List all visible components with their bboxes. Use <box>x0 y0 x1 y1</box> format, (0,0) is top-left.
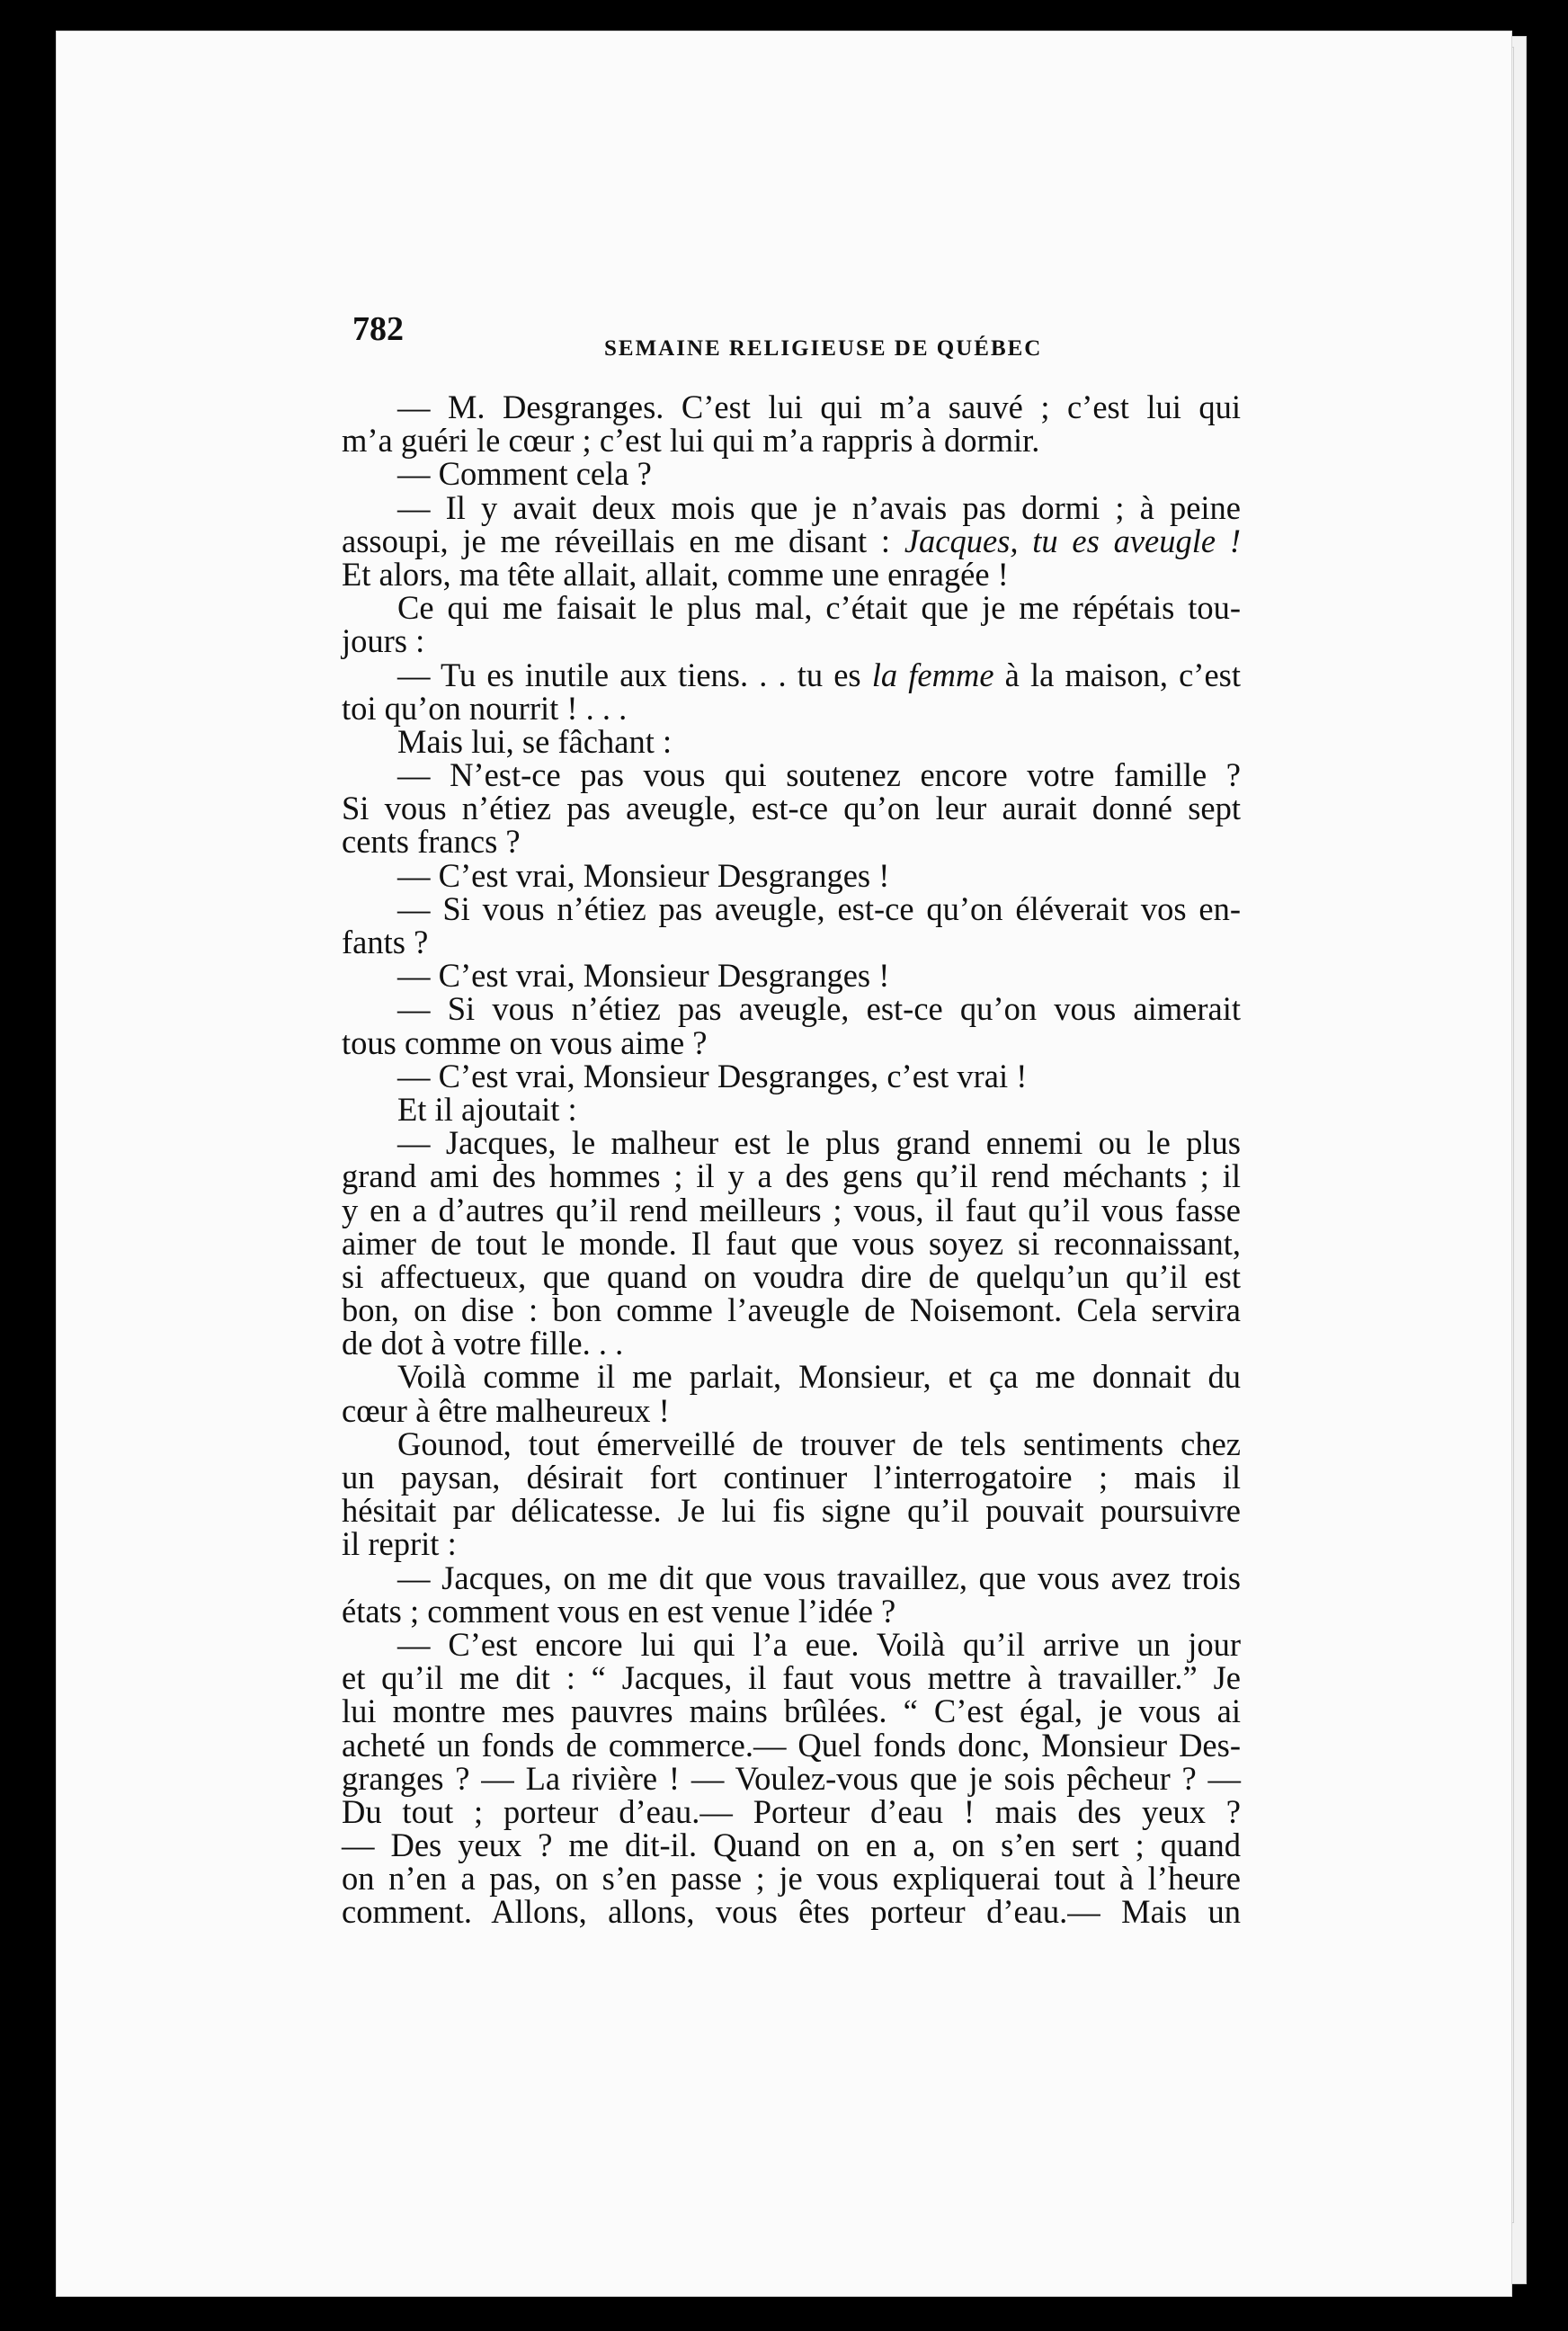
page-header <box>352 309 1189 363</box>
text-line: cents francs ? <box>342 823 521 861</box>
body-text <box>342 390 1241 1929</box>
text-line: — Il y avait deux mois que je n’avais pas dormi ; à peine <box>397 488 1241 526</box>
text-line: — Si vous n’étiez pas aveugle, est-ce qu’on éléverait vos en- <box>397 889 1241 927</box>
text-line: aimer de tout le monde. Il faut que vous soyez si reconnaissant, <box>342 1224 1241 1262</box>
text-line: on n’en a pas, on s’en passe ; je vous expliquerai tout à l’heure <box>342 1860 1241 1898</box>
text-line: — M. Desgranges. C’est lui qui m’a sauvé ; c’est lui qui <box>397 388 1241 425</box>
document-page <box>56 31 1512 2297</box>
text-line: — Jacques, on me dit que vous travaillez, que vous avez trois <box>397 1558 1241 1596</box>
text-line: assoupi, je me réveillais en me disant : Jacques, tu es aveugle ! <box>342 522 1242 559</box>
text-line: bon, on dise : bon comme l’aveugle de Noisemont. Cela servira <box>342 1291 1241 1329</box>
text-line: de dot à votre fille. . . <box>342 1325 624 1362</box>
text-line: toi qu’on nourrit ! . . . <box>342 689 628 727</box>
text-line: Et alors, ma tête allait, allait, comme une enragée ! <box>342 555 1009 593</box>
text-line: si affectueux, que quand on voudra dire de quelqu’un qu’il est <box>342 1257 1241 1295</box>
text-line: fants ? <box>342 924 429 960</box>
text-line: Si vous n’étiez pas aveugle, est-ce qu’on leur aurait donné sept <box>342 790 1241 827</box>
italic-text: la femme <box>871 656 994 693</box>
text-line: états ; comment vous en est venue l’idée ? <box>342 1592 896 1630</box>
text-line: acheté un fonds de commerce.— Quel fonds donc, Monsieur Des- <box>342 1726 1241 1764</box>
text-line: hésitait par délicatesse. Je lui fis signe qu’il pouvait poursuivre <box>342 1492 1241 1530</box>
text-line: — C’est vrai, Monsieur Desgranges ! <box>397 957 890 995</box>
text-line: — Jacques, le malheur est le plus grand ennemi ou le plus <box>397 1124 1241 1162</box>
text-line: cœur à être malheureux ! <box>342 1391 670 1429</box>
text-line: — Des yeux ? me dit-il. Quand on en a, on s’en sert ; quand <box>342 1826 1241 1864</box>
running-title: SEMAINE RELIGIEUSE DE QUÉBEC <box>604 336 1043 361</box>
text-line: Gounod, tout émerveillé de trouver de tels sentiments chez <box>397 1424 1241 1462</box>
page-number: 782 <box>352 310 404 348</box>
text-line: m’a guéri le cœur ; c’est lui qui m’a rappris à dormir. <box>342 422 1040 460</box>
text-line: tous comme on vous aime ? <box>342 1023 708 1061</box>
text-line: — N’est-ce pas vous qui soutenez encore votre famille ? <box>397 756 1241 794</box>
text-line: Mais lui, se fâchant : <box>397 722 673 760</box>
text-line: jours : <box>342 622 425 660</box>
text-line: y en a d’autres qu’il rend meilleurs ; vous, il faut qu’il vous fasse <box>342 1191 1241 1228</box>
text-line: grand ami des hommes ; il y a des gens qu’il rend méchants ; il <box>342 1157 1241 1195</box>
text-line: Voilà comme il me parlait, Monsieur, et ça me donnait du <box>397 1358 1241 1396</box>
text-line: — Comment cela ? <box>397 455 652 493</box>
text-line: granges ? — La rivière ! — Voulez-vous que je sois pêcheur ? — <box>342 1759 1241 1797</box>
text-line: — Tu es inutile aux tiens. . . tu es la femme à la maison, c’est <box>397 656 1241 693</box>
text-line: un paysan, désirait fort continuer l’interrogatoire ; mais il <box>342 1459 1241 1496</box>
text-line: lui montre mes pauvres mains brûlées. “ C’est égal, je vous ai <box>342 1692 1241 1730</box>
text-line: — C’est vrai, Monsieur Desgranges ! <box>397 856 890 894</box>
italic-text: Jacques, tu es aveugle ! <box>904 522 1242 559</box>
text-line: — C’est encore lui qui l’a eue. Voilà qu’il arrive un jour <box>397 1625 1241 1663</box>
text-line: — Si vous n’étiez pas aveugle, est-ce qu’on vous aimerait <box>397 990 1241 1028</box>
text-line: il reprit : <box>342 1525 457 1563</box>
text-line: et qu’il me dit : “ Jacques, il faut vous mettre à travailler.” Je <box>342 1659 1241 1697</box>
text-line: Du tout ; porteur d’eau.— Porteur d’eau ! mais des yeux ? <box>342 1792 1241 1830</box>
text-line: Ce qui me faisait le plus mal, c’était que je me répétais tou- <box>397 589 1241 627</box>
text-line: — C’est vrai, Monsieur Desgranges, c’est vrai ! <box>397 1057 1028 1094</box>
text-line: Et il ajoutait : <box>397 1090 577 1128</box>
text-line: comment. Allons, allons, vous êtes porteur d’eau.— Mais un <box>342 1893 1241 1931</box>
